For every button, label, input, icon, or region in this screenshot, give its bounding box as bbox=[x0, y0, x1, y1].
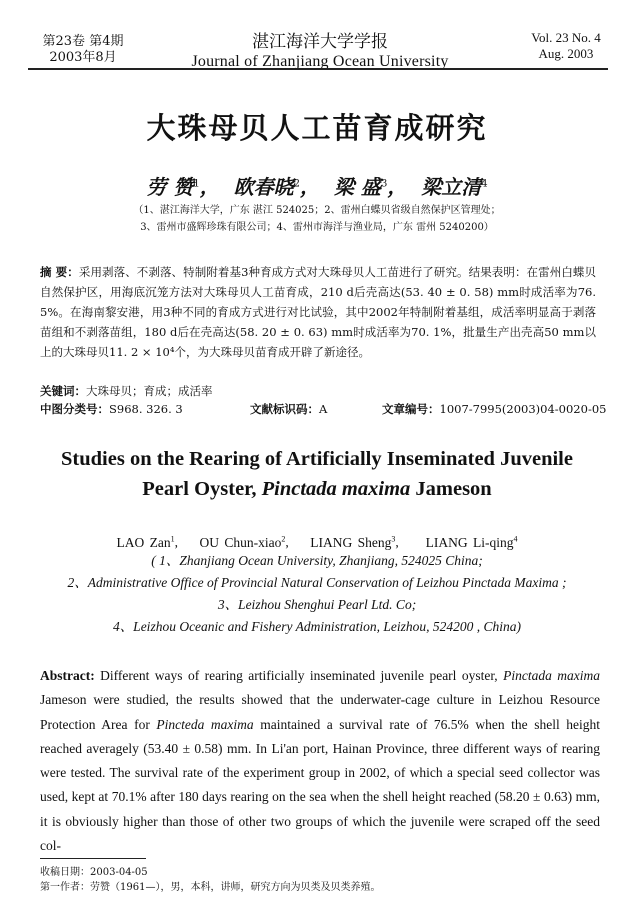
keywords-cn-label: 关键词： bbox=[40, 384, 86, 398]
affiliation-en-line: 3、Leizhou Shenghui Pearl Ltd. Co; bbox=[217, 597, 417, 612]
author-en: LAO Zan$^1$ bbox=[116, 534, 175, 550]
issue-info-cn bbox=[28, 34, 138, 66]
author-cn: 梁立清$^4$ bbox=[421, 174, 488, 199]
issue-volume-cn: 第23卷 第4期 bbox=[42, 34, 124, 49]
footnote-rule bbox=[40, 858, 146, 859]
author-list-en: LAO Zan$^1$, OU Chun-xiao$^2$, LIANG Sheng$^3$, LIANG Li-qing$^4$ bbox=[116, 534, 518, 550]
paper-title-en-line1: Studies on the Rearing of Artificially Inseminated Juvenile bbox=[61, 448, 573, 470]
affiliation-en-line: ( 1、Zhanjiang Ocean University, Zhanjiang, 524025 China; bbox=[151, 553, 483, 568]
keywords-cn-text: 大珠母贝；育成；成活率 bbox=[86, 384, 213, 398]
author-cn: 欧春晓$^2$ bbox=[233, 174, 301, 199]
author-en: OU Chun-xiao$^2$ bbox=[199, 534, 286, 550]
paper-title-cn: 大珠母贝人工苗育成研究 bbox=[146, 111, 488, 145]
issue-date-cn: 2003年8月 bbox=[49, 50, 117, 65]
header-rule bbox=[28, 68, 608, 70]
journal-name-en: Journal of Zhanjiang Ocean University bbox=[191, 53, 449, 70]
author-cn: 梁 盛$^3$ bbox=[333, 174, 388, 199]
keywords-cn bbox=[40, 382, 596, 400]
abstract-cn-text: 采用剥落、不剥落、特制附着基3种育成方式对大珠母贝人工苗进行了研究。结果表明：在雷州白蝶贝自然保护区，用海底沉笼方法对大珠母贝人工苗育成，210 d后壳高达(53. 40 ± 0. 58) mm时成活率为76. 5%。在海南黎安港，用3种不同的育成方式进行对比试验，其中2002年特制附着基组，成活率明显高于剥落苗组和不剥落苗组，180 d后在壳高达(58. 20 ± 0. 63) mm时成活率为70. 1%，批量生产出壳高50 mm以上的大珠母贝11. 2 × 10⁴个，为大珠母贝苗育成开辟了新途径。 bbox=[40, 265, 596, 359]
author-list-cn: 劳 赞$^1$， 欧春晓$^2$， 梁 盛$^3$， 梁立清$^4$ bbox=[146, 174, 488, 199]
author-en: LIANG Sheng$^3$ bbox=[310, 534, 396, 550]
journal-name-cn: 湛江海洋大学学报 bbox=[252, 32, 388, 52]
affiliation-en-line: 2、Administrative Office of Provincial Natural Conservation of Leizhou Pinctada Maxima ; bbox=[67, 575, 567, 590]
paper-title-en-line2: Pearl Oyster, Pinctada maxima Jameson bbox=[142, 478, 492, 500]
footnote-received-date: 收稿日期：2003-04-05 bbox=[40, 867, 148, 878]
paper-title-en bbox=[0, 444, 634, 504]
affiliation-cn-line: 3、雷州市盛辉珍珠有限公司；4、雷州市海洋与渔业局，广东 雷州 5240200） bbox=[140, 222, 494, 233]
abstract-cn bbox=[40, 262, 596, 362]
issue-volume-en: Vol. 23 No. 4 bbox=[531, 30, 601, 45]
article-number: 文章编号：1007-7995(2003)04-0020-05 bbox=[382, 402, 607, 416]
author-en: LIANG Li-qing$^4$ bbox=[425, 534, 518, 550]
issue-date-en: Aug. 2003 bbox=[538, 46, 594, 61]
document-code: 文献标识码：A bbox=[250, 402, 328, 416]
class-number: 中图分类号：S968. 326. 3 bbox=[40, 402, 183, 416]
affiliation-en-line: 4、Leizhou Oceanic and Fishery Administration, Leizhou, 524200 , China) bbox=[112, 619, 522, 634]
abstract-en-label: Abstract: bbox=[40, 668, 95, 683]
affiliation-cn-line: （1、湛江海洋大学，广东 湛江 524025；2、雷州白蝶贝省级自然保护区管理处； bbox=[133, 205, 501, 216]
issue-info-en bbox=[512, 30, 620, 62]
footnote-first-author: 第一作者：劳赞（1961—），男，本科，讲师，研究方向为贝类及贝类养殖。 bbox=[40, 882, 381, 893]
abstract-cn-label: 摘 要： bbox=[40, 265, 79, 279]
abstract-en: Abstract: Different ways of rearing artificially inseminated juvenile pearl oyster, Pinctada maxima Jameson were studied, the results showed that the underwater-cage culture in Leizhou Resource Protection Area for Pincteda maxima maintained a survival rate of 76.5% when the shell height reached averagely (53.40 ± 0.58) mm. In Li'an port, Hainan Province, three different ways of rearing were tested. The survival rate of the experiment group in 2002, of which a special seed collector was used, kept at 70.1% after 180 days rearing on the sea when the shell height reached (58.20 ± 0.63) mm, it is obviously higher than those of other two groups of which the juvenile were scraped off the seed col- bbox=[40, 668, 600, 854]
journal-name bbox=[160, 32, 480, 72]
author-cn: 劳 赞$^1$ bbox=[146, 174, 200, 199]
